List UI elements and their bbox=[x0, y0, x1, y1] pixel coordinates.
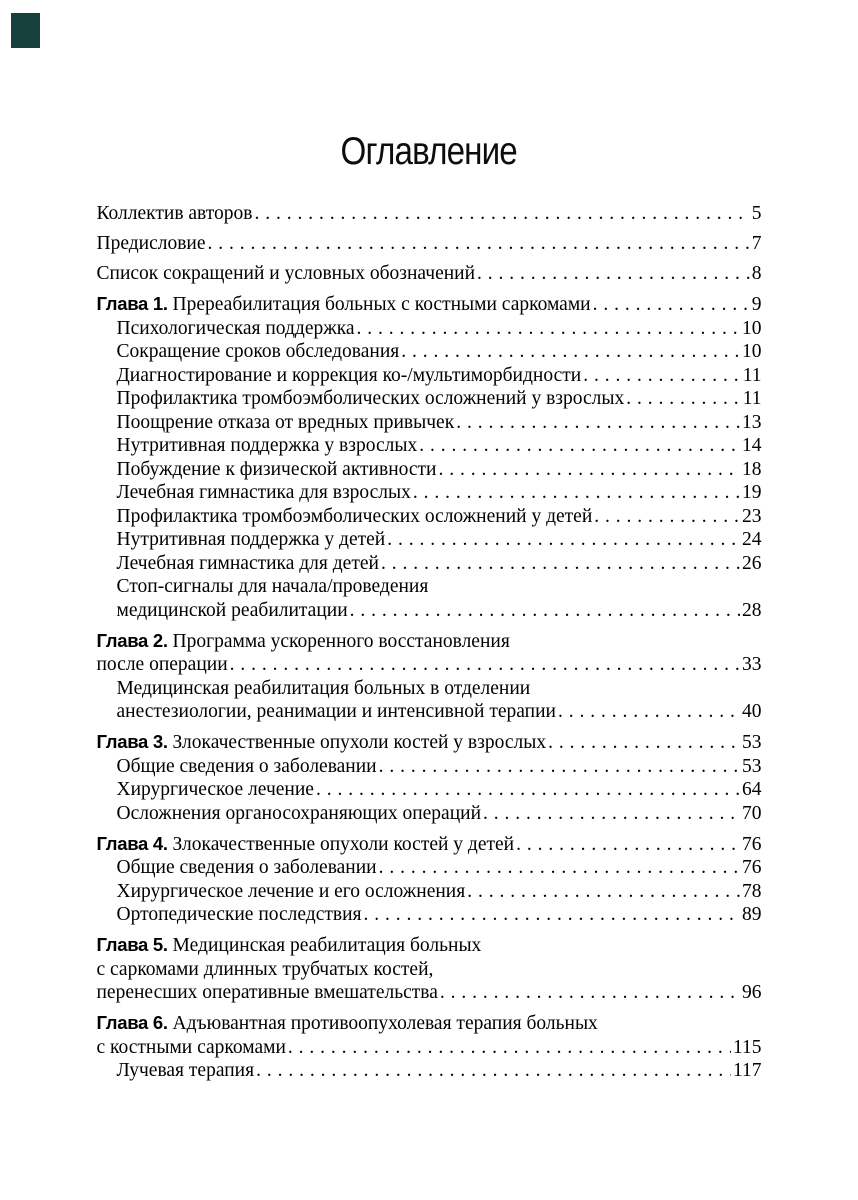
toc-row bbox=[97, 903, 762, 927]
toc-entry-text: Предисловие bbox=[96, 233, 206, 254]
toc-row bbox=[97, 755, 762, 779]
toc-row bbox=[97, 599, 762, 623]
toc-entry-text: медицинской реабилитации bbox=[116, 599, 348, 621]
toc-row bbox=[97, 981, 762, 1005]
toc-page-number: 70 bbox=[742, 802, 762, 824]
toc-row bbox=[97, 700, 762, 724]
dot-leader bbox=[288, 1036, 731, 1060]
toc-page-number: 76 bbox=[742, 833, 762, 855]
dot-leader bbox=[626, 387, 741, 411]
dot-leader bbox=[593, 293, 750, 317]
toc-entry-text: Общие сведения о заболевании bbox=[116, 857, 377, 878]
dot-leader bbox=[379, 856, 740, 880]
toc-row bbox=[97, 364, 762, 388]
toc-entry-text: Профилактика тромбоэмболических осложнений у детей bbox=[116, 505, 593, 527]
toc-row bbox=[97, 262, 762, 286]
toc-row bbox=[97, 933, 762, 958]
toc-page-number: 24 bbox=[742, 529, 762, 550]
toc-entry-text: Диагностирование и коррекция ко-/мультиморбидности bbox=[116, 364, 582, 386]
toc-row bbox=[97, 856, 762, 880]
dot-leader bbox=[350, 599, 740, 623]
toc-row bbox=[97, 528, 762, 552]
toc-row bbox=[97, 958, 762, 982]
toc-entry-text: Хирургическое лечение и его осложнения bbox=[116, 880, 466, 902]
dot-leader bbox=[548, 731, 740, 755]
toc-row bbox=[97, 505, 762, 529]
dot-leader bbox=[477, 262, 750, 286]
dot-leader bbox=[467, 880, 740, 904]
toc-page-number: 19 bbox=[742, 482, 762, 503]
dot-leader bbox=[379, 755, 740, 779]
dot-leader bbox=[440, 981, 740, 1005]
corner-mark bbox=[11, 13, 40, 48]
toc-entry-text: Профилактика тромбоэмболических осложнений у взрослых bbox=[116, 388, 625, 409]
toc-row bbox=[97, 1011, 762, 1036]
dot-leader bbox=[381, 552, 740, 576]
toc-page-number: 76 bbox=[742, 857, 762, 878]
toc-page-number: 117 bbox=[732, 1060, 762, 1081]
toc-page-number: 9 bbox=[751, 294, 762, 315]
toc-row bbox=[97, 653, 762, 677]
toc-row bbox=[97, 730, 762, 755]
toc-row bbox=[97, 481, 762, 505]
dot-leader bbox=[316, 778, 740, 802]
toc-row bbox=[97, 202, 762, 226]
toc-entry-text: Стоп-сигналы для начала/проведения bbox=[116, 576, 429, 597]
toc-page-number: 89 bbox=[742, 904, 762, 925]
dot-leader bbox=[208, 232, 750, 256]
toc-page-number: 64 bbox=[742, 779, 762, 800]
toc-entry-text: анестезиологии, реанимации и интенсивной терапии bbox=[116, 701, 556, 722]
toc-page-number: 40 bbox=[742, 701, 762, 722]
dot-leader bbox=[583, 364, 741, 388]
toc-page-number: 8 bbox=[751, 263, 762, 284]
toc-row bbox=[97, 802, 762, 826]
toc-page-number: 23 bbox=[742, 505, 762, 527]
toc-entry-text: Список сокращений и условных обозначений bbox=[96, 263, 476, 284]
toc-entry-text: после операции bbox=[96, 654, 228, 675]
toc-entry-text: Лечебная гимнастика для детей bbox=[116, 552, 379, 574]
toc-page-number: 18 bbox=[742, 458, 762, 480]
dot-leader bbox=[594, 505, 740, 529]
chapter-label: Глава 5. bbox=[96, 934, 173, 955]
toc-entry-text: Ортопедические последствия bbox=[116, 904, 362, 925]
dot-leader bbox=[413, 481, 740, 505]
toc-row bbox=[97, 880, 762, 904]
dot-leader bbox=[387, 528, 740, 552]
toc-entry-text: Нутритивная поддержка у детей bbox=[116, 529, 386, 550]
toc-page-number: 11 bbox=[742, 388, 762, 409]
toc-entry-text: Программа ускоренного восстановления bbox=[172, 630, 510, 652]
toc-page-number: 11 bbox=[742, 364, 762, 386]
toc-row bbox=[97, 778, 762, 802]
dot-leader bbox=[401, 340, 740, 364]
toc-entry-text: Злокачественные опухоли костей у детей bbox=[172, 833, 515, 855]
dot-leader bbox=[364, 903, 741, 927]
toc-page-number: 13 bbox=[742, 411, 762, 433]
toc-entry-text: Осложнения органосохраняющих операций bbox=[116, 802, 482, 824]
toc-entry-text: Лечебная гимнастика для взрослых bbox=[116, 482, 411, 503]
chapter-label: Глава 2. bbox=[96, 629, 173, 651]
toc-row bbox=[97, 411, 762, 435]
toc-row bbox=[97, 832, 762, 857]
dot-leader bbox=[516, 833, 740, 857]
toc-entry-text: Медицинская реабилитация больных в отделении bbox=[116, 677, 531, 699]
toc-row bbox=[97, 458, 762, 482]
toc-page-number: 96 bbox=[742, 982, 762, 1003]
toc-page-number: 78 bbox=[742, 880, 762, 902]
chapter-label: Глава 3. bbox=[96, 731, 173, 752]
dot-leader bbox=[456, 411, 740, 435]
toc-row bbox=[97, 317, 762, 341]
toc-row bbox=[97, 1036, 762, 1060]
toc-entry-text: Лучевая терапия bbox=[116, 1060, 255, 1081]
dot-leader bbox=[357, 317, 740, 341]
page-title: Оглавление bbox=[340, 130, 518, 173]
title-container bbox=[0, 0, 858, 174]
toc-row bbox=[97, 575, 762, 599]
toc-entry-text: Хирургическое лечение bbox=[116, 779, 314, 800]
toc-page-number: 5 bbox=[751, 203, 762, 224]
toc-page-number: 33 bbox=[742, 654, 762, 675]
toc-page-number: 53 bbox=[742, 732, 762, 753]
toc-row bbox=[97, 232, 762, 256]
dot-leader bbox=[230, 653, 740, 677]
toc-entry-text: Медицинская реабилитация больных bbox=[172, 935, 482, 956]
toc-entry-text: Побуждение к физической активности bbox=[116, 458, 437, 480]
chapter-label: Глава 4. bbox=[96, 832, 173, 854]
toc-page-number: 7 bbox=[751, 233, 762, 254]
toc-entry-text: перенесших оперативные вмешательства bbox=[96, 982, 438, 1003]
toc-entry-text: Злокачественные опухоли костей у взрослых bbox=[172, 732, 547, 753]
toc-row bbox=[97, 292, 762, 317]
toc-row bbox=[97, 629, 762, 654]
toc-row bbox=[97, 1059, 762, 1083]
toc-entry-text: с костными саркомами bbox=[96, 1036, 286, 1058]
toc-page-number: 10 bbox=[742, 317, 762, 339]
toc-page-number: 14 bbox=[742, 435, 762, 456]
toc-page-number: 26 bbox=[742, 552, 762, 574]
dot-leader bbox=[255, 202, 750, 226]
toc-page-number: 53 bbox=[742, 755, 762, 777]
dot-leader bbox=[558, 700, 740, 724]
toc-row bbox=[97, 387, 762, 411]
toc-row bbox=[97, 677, 762, 701]
toc-page-number: 115 bbox=[732, 1036, 762, 1058]
toc-list bbox=[97, 202, 762, 1083]
toc-entry-text: с саркомами длинных трубчатых костей, bbox=[96, 958, 434, 980]
toc-row bbox=[97, 552, 762, 576]
dot-leader bbox=[438, 458, 740, 482]
toc-entry-text: Общие сведения о заболевании bbox=[116, 755, 377, 777]
toc-entry-text: Пререабилитация больных с костными саркомами bbox=[172, 294, 591, 315]
toc-entry-text: Коллектив авторов bbox=[96, 203, 253, 224]
dot-leader bbox=[419, 434, 740, 458]
dot-leader bbox=[256, 1059, 731, 1083]
dot-leader bbox=[483, 802, 740, 826]
toc-entry-text: Сокращение сроков обследования bbox=[116, 341, 400, 362]
chapter-label: Глава 6. bbox=[96, 1012, 173, 1033]
toc-entry-text: Нутритивная поддержка у взрослых bbox=[116, 435, 418, 456]
toc-page-number: 10 bbox=[742, 341, 762, 362]
toc-entry-text: Адъювантная противоопухолевая терапия больных bbox=[172, 1013, 598, 1034]
chapter-label: Глава 1. bbox=[96, 293, 173, 314]
toc-row bbox=[97, 340, 762, 364]
toc-row bbox=[97, 434, 762, 458]
toc-entry-text: Поощрение отказа от вредных привычек bbox=[116, 411, 455, 433]
toc-entry-text: Психологическая поддержка bbox=[116, 317, 355, 339]
toc-page-number: 28 bbox=[742, 599, 762, 621]
